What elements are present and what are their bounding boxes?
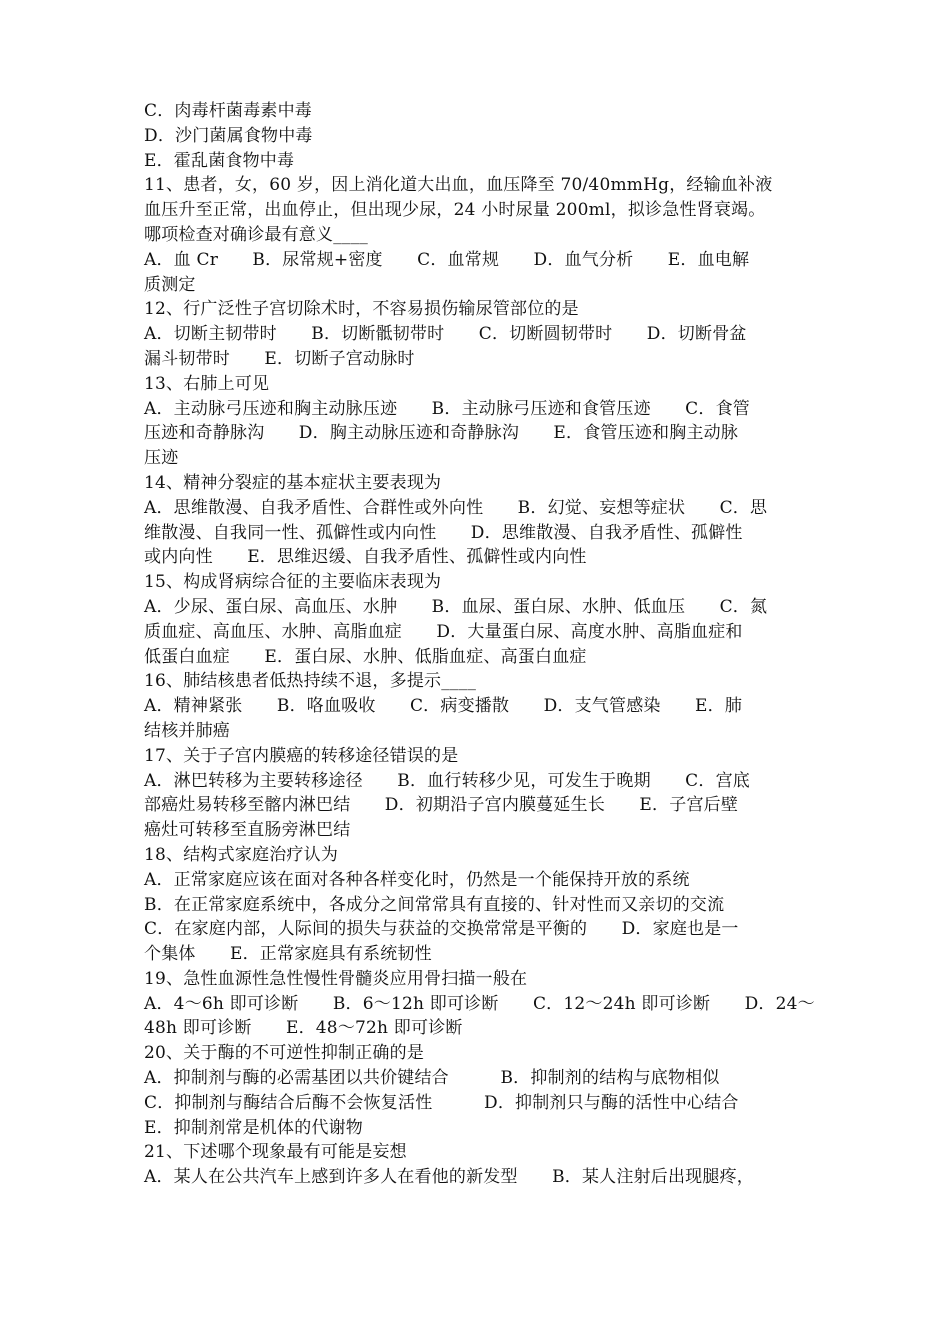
text-line: 质测定 [144,274,196,295]
answer-options: A．思维散漫、自我矛盾性、合群性或外向性 B．幻觉、妄想等症状 C．思 [144,497,768,518]
answer-options: A．某人在公共汽车上感到许多人在看他的新发型 B．某人注射后出现腿疼， [144,1167,754,1188]
question-19: 19、急性血源性急性慢性骨髓炎应用骨扫描一般在 [144,968,528,989]
text-line: C．在家庭内部，人际间的损失与获益的交换常常是平衡的 D．家庭也是一 [144,919,739,940]
text-line: 质血症、高血压、水肿、高脂血症 D．大量蛋白尿、高度水肿、高脂血症和 [144,621,743,642]
answer-options: A．正常家庭应该在面对各种各样变化时，仍然是一个能保持开放的系统 [144,869,690,890]
question-21: 21、下述哪个现象最有可能是妄想 [144,1142,407,1163]
text-line: 个集体 E．正常家庭具有系统韧性 [144,944,432,965]
answer-options: A．切断主韧带时 B．切断骶韧带时 C．切断圆韧带时 D．切断骨盆 [144,324,747,345]
question-18: 18、结构式家庭治疗认为 [144,844,339,865]
question-20: 20、关于酶的不可逆性抑制正确的是 [144,1043,425,1064]
question-11: 11、患者，女，60 岁，因上消化道大出血，血压降至 70/40mmHg，经输血补液 [144,175,773,196]
text-line: 压迹 [144,448,179,469]
question-16: 16、肺结核患者低热持续不退，多提示____ [144,671,477,692]
answer-options: A．少尿、蛋白尿、高血压、水肿 B．血尿、蛋白尿、水肿、低血压 C．氮 [144,596,768,617]
text-line: 部癌灶易转移至髂内淋巴结 D．初期沿子宫内膜蔓延生长 E．子宫后壁 [144,795,739,816]
text-line: 结核并肺癌 [144,720,230,741]
answer-options: A．主动脉弓压迹和胸主动脉压迹 B．主动脉弓压迹和食管压迹 C．食管 [144,398,750,419]
question-14: 14、精神分裂症的基本症状主要表现为 [144,472,442,493]
answer-options: A．淋巴转移为主要转移途径 B．血行转移少见，可发生于晚期 C．宫底 [144,770,750,791]
text-line: 漏斗韧带时 E．切断子宫动脉时 [144,348,415,369]
text-line: C．抑制剂与酶结合后酶不会恢复活性 D．抑制剂只与酶的活性中心结合 [144,1092,739,1113]
text-line: E．霍乱菌食物中毒 [144,150,295,171]
question-12: 12、行广泛性子宫切除术时，不容易损伤输尿管部位的是 [144,299,579,320]
text-line: B．在正常家庭系统中，各成分之间常常具有直接的、针对性而又亲切的交流 [144,894,725,915]
answer-options: A．4～6h 即可诊断 B．6～12h 即可诊断 C．12～24h 即可诊断 D．24～ [144,993,815,1014]
question-17: 17、关于子宫内膜癌的转移途径错误的是 [144,745,459,766]
text-line: C．肉毒杆菌毒素中毒 [144,101,313,121]
question-15: 15、构成肾病综合征的主要临床表现为 [144,572,442,593]
answer-options: A．抑制剂与酶的必需基团以共价键结合 B．抑制剂的结构与底物相似 [144,1068,720,1089]
answer-options: A．精神紧张 B．咯血吸收 C．病变播散 D．支气管感染 E．肺 [144,696,743,717]
text-line: E．抑制剂常是机体的代谢物 [144,1117,364,1138]
answer-options: A．血 Cr B．尿常规+密度 C．血常规 D．血气分析 E．血电解 [144,249,750,270]
text-line: 癌灶可转移至直肠旁淋巴结 [144,820,351,841]
text-line: 或内向性 E．思维迟缓、自我矛盾性、孤僻性或内向性 [144,547,587,568]
text-line: 血压升至正常，出血停止，但出现少尿，24 小时尿量 200ml，拟诊急性肾衰竭。 [144,200,766,221]
document-body [144,99,814,1190]
text-line: 低蛋白血症 E．蛋白尿、水肿、低脂血症、高蛋白血症 [144,646,587,667]
text-line: 哪项检查对确诊最有意义____ [144,224,368,245]
text-line: D．沙门菌属食物中毒 [144,125,313,146]
text-line: 压迹和奇静脉沟 D．胸主动脉压迹和奇静脉沟 E．食管压迹和胸主动脉 [144,423,739,444]
text-line: 维散漫、自我同一性、孤僻性或内向性 D．思维散漫、自我矛盾性、孤僻性 [144,522,743,543]
question-13: 13、右肺上可见 [144,373,270,394]
text-line: 48h 即可诊断 E．48～72h 即可诊断 [144,1018,463,1039]
